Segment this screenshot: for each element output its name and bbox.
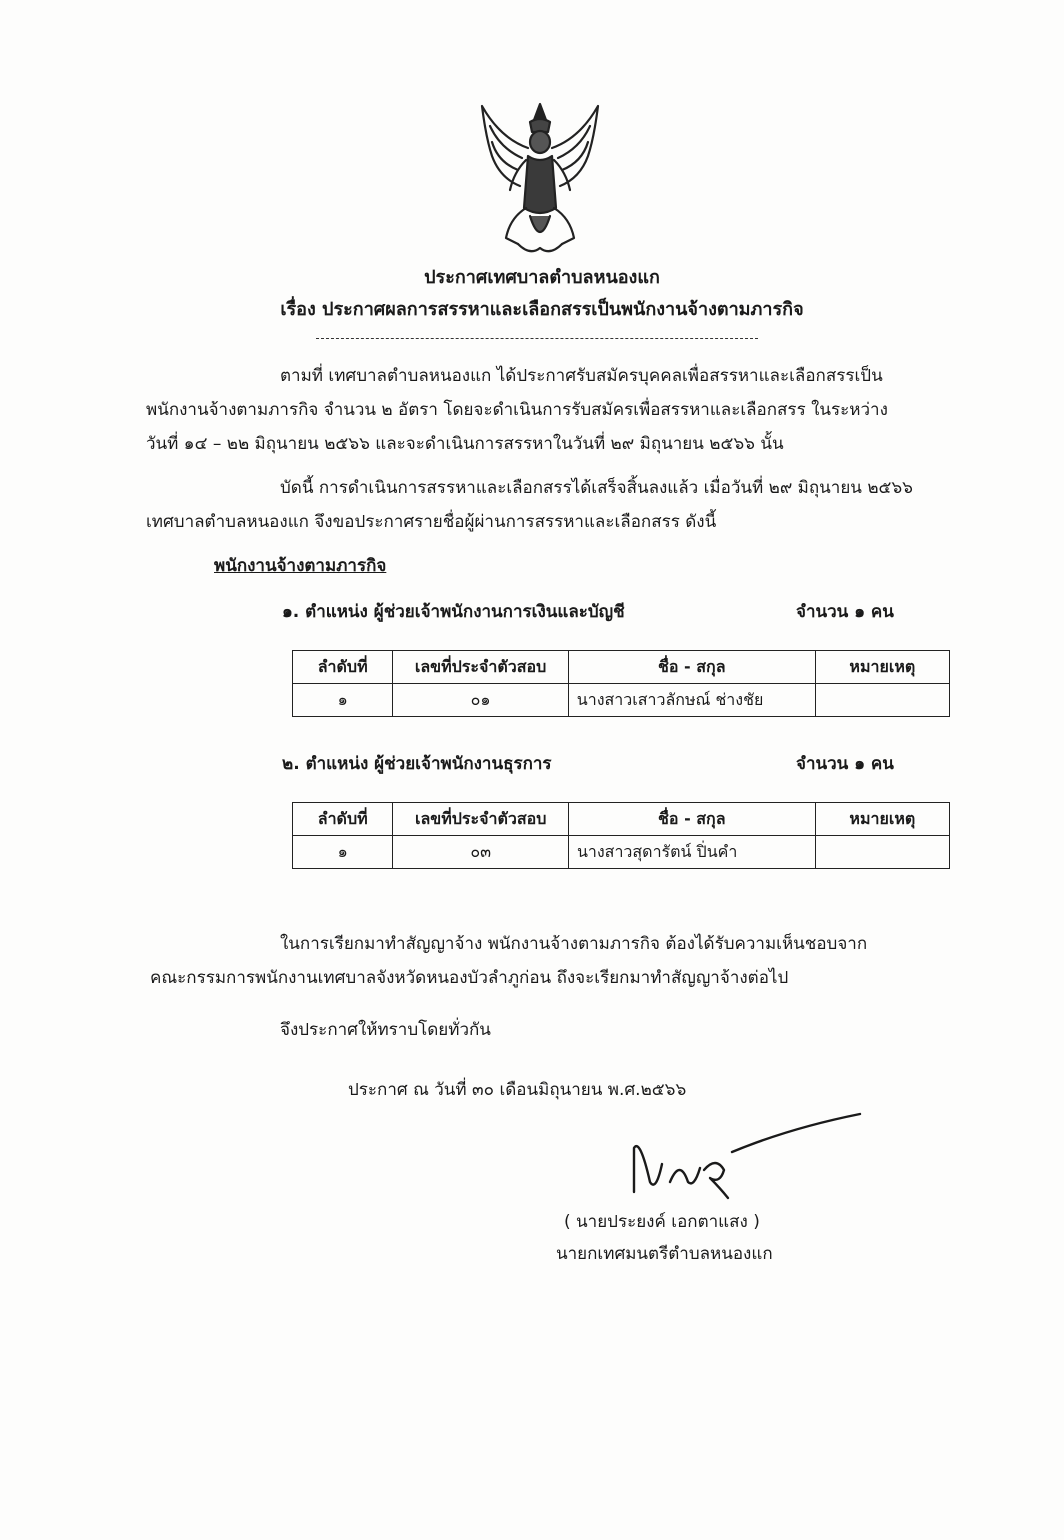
para1-line-2: พนักงานจ้างตามภารกิจ จำนวน ๒ อัตรา โดยจะดำเนินการรับสมัครเพื่อสรรหาและเลือกสรร ในระหว่าง [146,400,888,420]
announcement-subject: เรื่อง ประกาศผลการสรรหาและเลือกสรรเป็นพนักงานจ้างตามภารกิจ [280,299,804,320]
position-2-count: จำนวน ๑ คน [796,754,894,774]
cell-order: ๑ [293,836,393,869]
header-remark: หมายเหตุ [815,803,949,836]
cell-remark [815,836,949,869]
para3-line-2: คณะกรรมการพนักงานเทศบาลจังหวัดหนองบัวลำภูก่อน ถึงจะเรียกมาทำสัญญาจ้างต่อไป [150,968,789,988]
cell-exam-id: ๐๓ [393,836,569,869]
section-heading: พนักงานจ้างตามภารกิจ [214,556,387,576]
cell-order: ๑ [293,684,393,717]
cell-exam-id: ๐๑ [393,684,568,717]
cell-remark [815,684,949,717]
position-2-label: ๒. ตำแหน่ง ผู้ช่วยเจ้าพนักงานธุรการ [282,754,552,774]
table-header-row [293,803,950,836]
header-order: ลำดับที่ [293,803,393,836]
header-exam-id: เลขที่ประจำตัวสอบ [393,803,569,836]
position-1-label: ๑. ตำแหน่ง ผู้ช่วยเจ้าพนักงานการเงินและบัญชี [282,602,625,622]
para2-line-2: เทศบาลตำบลหนองแก จึงขอประกาศรายชื่อผู้ผ่านการสรรหาและเลือกสรร ดังนี้ [146,512,717,532]
position-2-table [292,802,950,869]
header-order: ลำดับที่ [293,651,393,684]
header-exam-id: เลขที่ประจำตัวสอบ [393,651,568,684]
title-divider [316,338,758,339]
cell-name: นางสาวเสาวลักษณ์ ช่างชัย [568,684,815,717]
signatory-title: นายกเทศมนตรีตำบลหนองแก [556,1244,773,1264]
para2-line-1: บัดนี้ การดำเนินการสรรหาและเลือกสรรได้เสร็จสิ้นลงแล้ว เมื่อวันที่ ๒๙ มิถุนายน ๒๕๖๖ [280,478,913,498]
para1-line-3: วันที่ ๑๔ – ๒๒ มิถุนายน ๒๕๖๖ และจะดำเนินการสรรหาในวันที่ ๒๙ มิถุนายน ๒๕๖๖ นั้น [146,434,784,454]
signature-mark [620,1108,870,1208]
position-1-table [292,650,950,717]
position-1-count: จำนวน ๑ คน [796,602,894,622]
cell-name: นางสาวสุดารัตน์ ปิ่นคำ [568,836,815,869]
announce-line: จึงประกาศให้ทราบโดยทั่วกัน [280,1020,491,1040]
para1-line-1: ตามที่ เทศบาลตำบลหนองแก ได้ประกาศรับสมัครบุคคลเพื่อสรรหาและเลือกสรรเป็น [280,366,883,386]
header-remark: หมายเหตุ [815,651,949,684]
table-row [293,836,950,869]
signatory-name: ( นายประยงค์ เอกตาแสง ) [564,1212,760,1232]
header-name: ชื่อ - สกุล [568,803,815,836]
para3-line-1: ในการเรียกมาทำสัญญาจ้าง พนักงานจ้างตามภารกิจ ต้องได้รับความเห็นชอบจาก [280,934,868,954]
date-line: ประกาศ ณ วันที่ ๓๐ เดือนมิถุนายน พ.ศ.๒๕๖๖ [348,1080,687,1100]
announcement-title: ประกาศเทศบาลตำบลหนองแก [424,267,660,288]
garuda-emblem-icon [470,98,610,258]
header-name: ชื่อ - สกุล [568,651,815,684]
table-row [293,684,950,717]
table-header-row [293,651,950,684]
